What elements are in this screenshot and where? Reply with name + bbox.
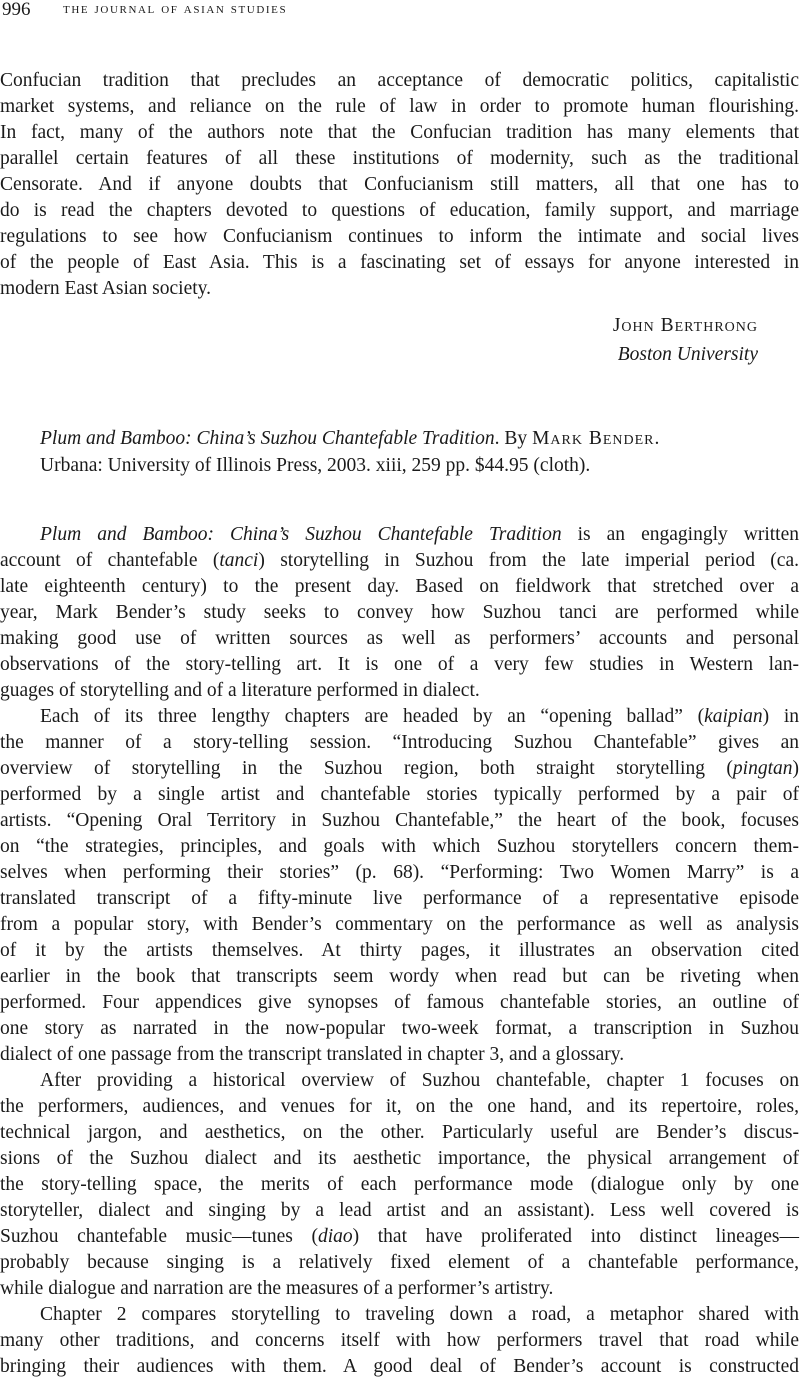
text-line [0, 548, 799, 574]
text-line: technical jargon, and aesthetics, on the other. Particularly useful are Bender’s discus- [0, 1122, 799, 1143]
text-line: on “the strategies, principles, and goals with which Suzhou storytellers concern them- [0, 836, 799, 857]
text-line: storyteller, dialect and singing by a lead artist and an assistant). Less well covered is [0, 1200, 799, 1221]
reviewer-name: John Berthrong [612, 315, 758, 336]
text-line: year, Mark Bender’s study seeks to convey how Suzhou tanci are performed while [0, 602, 799, 623]
page-header [0, 0, 800, 24]
punctuation: . [654, 428, 660, 449]
text-line: In fact, many of the authors note that the Confucian tradition has many elements that [0, 122, 799, 143]
text-line: parallel certain features of all these institutions of modernity, such as the traditional [0, 148, 799, 169]
book-title: Plum and Bamboo: China’s Suzhou Chantefable Tradition [40, 428, 495, 449]
reviewer-institution: Boston University [617, 344, 758, 365]
text-line: performed. Four appendices give synopses of famous chantefable stories, an outline of [0, 992, 799, 1013]
text-line: performed by a single artist and chantefable stories typically performed by a pair of [0, 784, 799, 805]
text-line: do is read the chapters devoted to questions of education, family support, and marriage [0, 200, 799, 221]
text-span: ) storytelling in Suzhou from the late imperial period (ca. [258, 550, 799, 571]
text-line: of it by the artists themselves. At thirty pages, it illustrates an observation cited [0, 940, 799, 961]
text-line: translated transcript of a fifty-minute live performance of a representative episode [0, 888, 799, 909]
text-line: modern East Asian society. [0, 278, 212, 299]
text-line: artists. “Opening Oral Territory in Suzhou Chantefable,” the heart of the book, focuses [0, 810, 799, 831]
text-line [0, 1224, 799, 1250]
text-line: probably because singing is a relatively fixed element of a chantefable performance, [0, 1252, 799, 1273]
text-line: After providing a historical overview of Suzhou chantefable, chapter 1 focuses on [40, 1070, 799, 1091]
text-span: is an engagingly written [561, 524, 799, 545]
text-line [40, 522, 799, 548]
text-line: guages of storytelling and of a literature performed in dialect. [0, 680, 480, 701]
text-line: one story as narrated in the now-popular two-week format, a transcription in Suzhou [0, 1018, 799, 1039]
text-line: sions of the Suzhou dialect and its aesthetic importance, the physical arrangement of [0, 1148, 799, 1169]
text-span: Each of its three lengthy chapters are headed by an “opening ballad” ( [40, 706, 705, 727]
text-line: of the people of East Asia. This is a fascinating set of essays for anyone interested in [0, 252, 799, 273]
text-line: Chapter 2 compares storytelling to traveling down a road, a metaphor shared with [40, 1304, 799, 1325]
italic-term: pingtan [732, 758, 793, 779]
italic-term: diao [317, 1226, 353, 1247]
text-span: overview of storytelling in the Suzhou region, both straight storytelling ( [0, 758, 733, 779]
text-line: bringing their audiences with them. A good deal of Bender’s account is constructed [0, 1356, 799, 1377]
text-line: market systems, and reliance on the rule of law in order to promote human flourishing. [0, 96, 799, 117]
italic-term: tanci [219, 550, 259, 571]
text-span: account of chantefable ( [0, 550, 220, 571]
by-text: . By [494, 428, 533, 449]
text-line: many other traditions, and concerns itself with how performers travel that road while [0, 1330, 799, 1351]
running-head: the journal of asian studies [63, 1, 288, 17]
text-line: selves when performing their stories” (p. 68). “Performing: Two Women Marry” is a [0, 862, 799, 883]
text-line: regulations to see how Confucianism continues to inform the intimate and social lives [0, 226, 799, 247]
book-publication: Urbana: University of Illinois Press, 2003. xiii, 259 pp. $44.95 (cloth). [40, 455, 591, 476]
italic-title: Plum and Bamboo: China’s Suzhou Chantefable Tradition [40, 524, 562, 545]
text-span: Suzhou chantefable music—tunes ( [0, 1226, 318, 1247]
text-line: the story-telling space, the merits of each performance mode (dialogue only by one [0, 1174, 799, 1195]
book-citation [40, 428, 659, 450]
text-line: the manner of a story-telling session. “Introducing Suzhou Chantefable” gives an [0, 732, 799, 753]
text-line: Censorate. And if anyone doubts that Confucianism still matters, all that one has to [0, 174, 799, 195]
italic-term: kaipian [704, 706, 763, 727]
text-line: Confucian tradition that precludes an acceptance of democratic politics, capitalistic [0, 70, 799, 91]
text-span: ) in [762, 706, 799, 727]
text-line: late eighteenth century) to the present day. Based on fieldwork that stretched over a [0, 576, 799, 597]
text-span: ) that have proliferated into distinct lineages— [352, 1226, 799, 1247]
book-author: Mark Bender [532, 428, 655, 449]
text-line: the performers, audiences, and venues for it, on the one hand, and its repertoire, roles, [0, 1096, 799, 1117]
text-span: ) [792, 758, 799, 779]
text-line: making good use of written sources as well as performers’ accounts and personal [0, 628, 799, 649]
text-line: observations of the story-telling art. It is one of a very few studies in Western lan- [0, 654, 799, 675]
text-line: earlier in the book that transcripts seem wordy when read but can be riveting when [0, 966, 799, 987]
text-line [40, 704, 799, 730]
page-number: 996 [2, 0, 31, 20]
text-line: dialect of one passage from the transcript translated in chapter 3, and a glossary. [0, 1044, 625, 1065]
text-line [0, 756, 799, 782]
text-line: while dialogue and narration are the measures of a performer’s artistry. [0, 1278, 554, 1299]
text-line: from a popular story, with Bender’s commentary on the performance as well as analysis [0, 914, 799, 935]
